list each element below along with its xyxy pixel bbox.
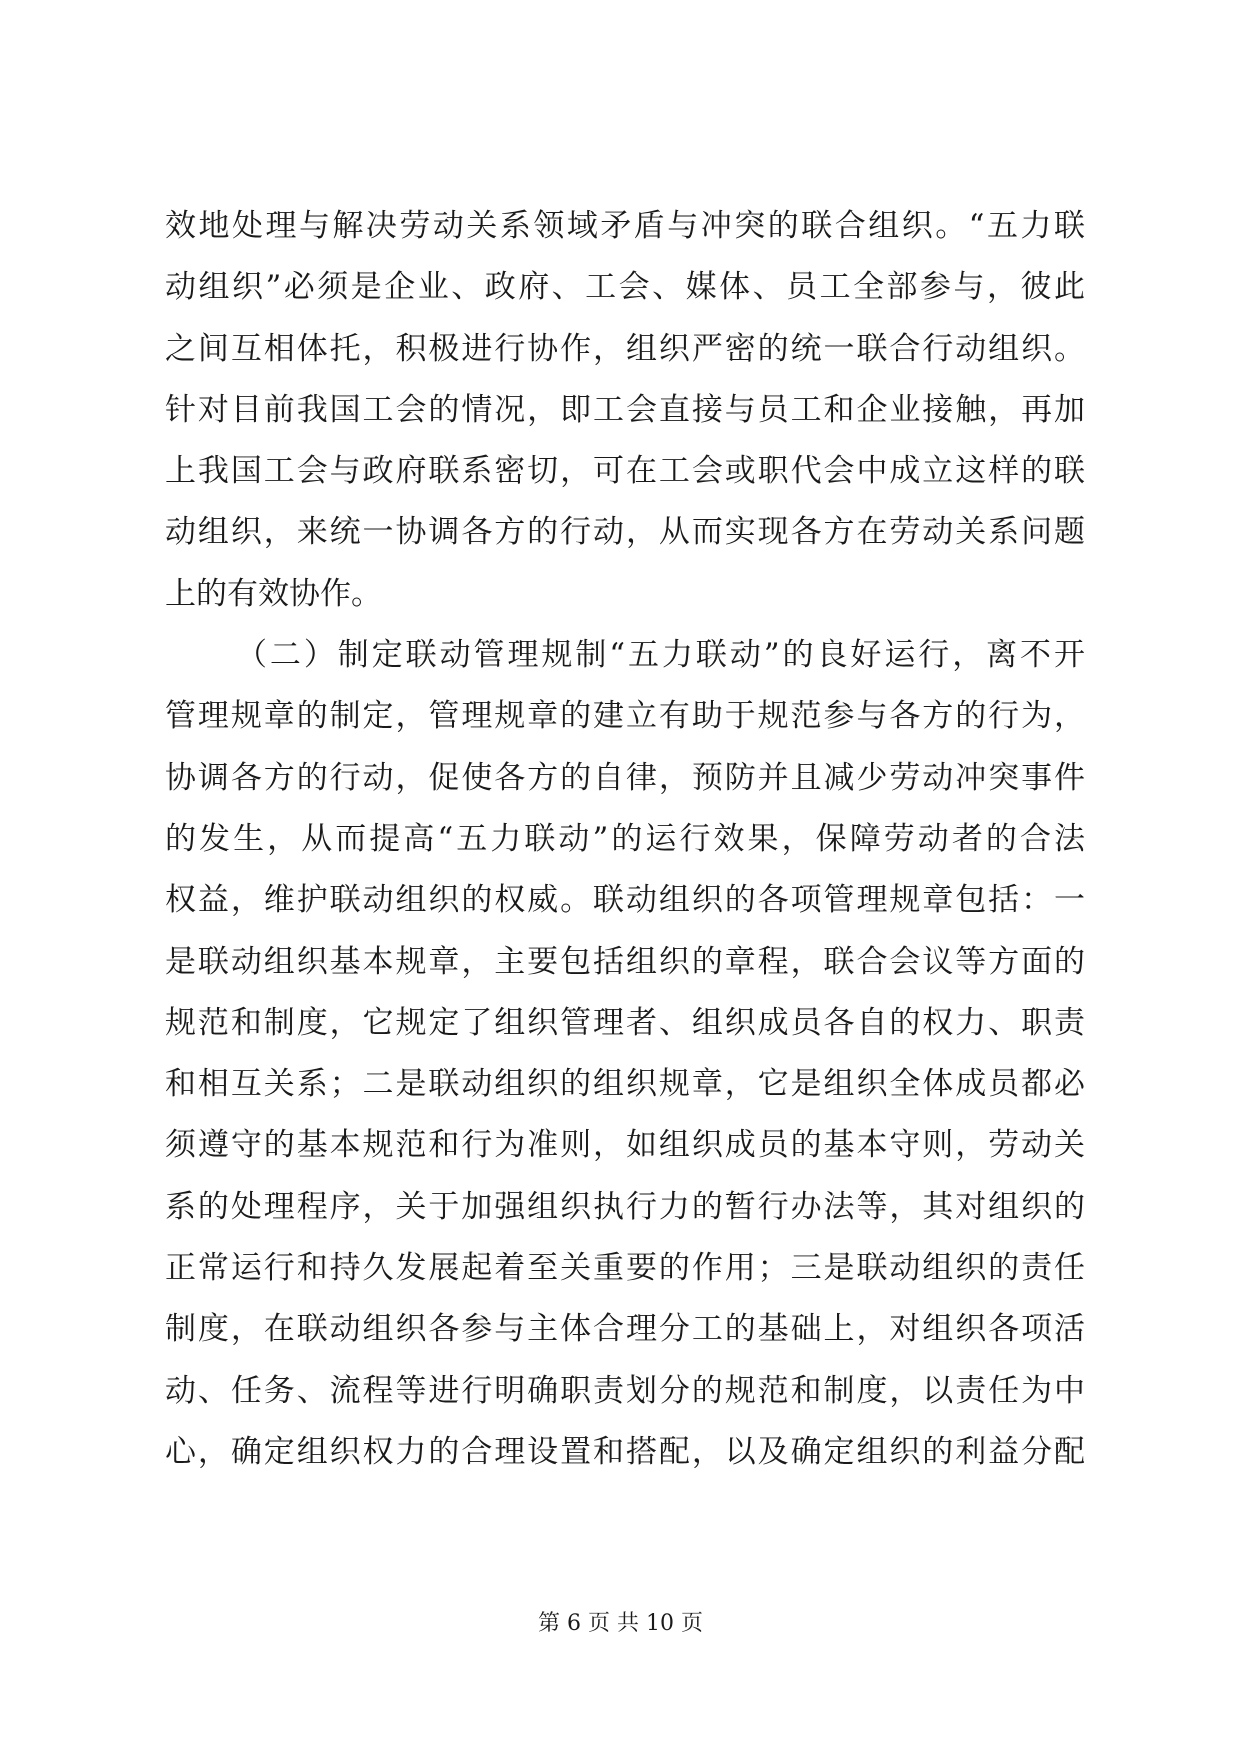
- text-line: 动组织”必须是企业、政府、工会、媒体、员工全部参与，彼此: [165, 269, 1085, 306]
- text-line: 动组织，来统一协调各方的行动，从而实现各方在劳动关系问题: [165, 514, 1085, 551]
- text-line: 制度，在联动组织各参与主体合理分工的基础上，对组织各项活: [165, 1311, 1085, 1348]
- text-line: （二）制定联动管理规制“五力联动”的良好运行，离不开: [236, 637, 1085, 674]
- text-line: 是联动组织基本规章，主要包括组织的章程，联合会议等方面的: [165, 943, 1085, 980]
- text-line: 针对目前我国工会的情况，即工会直接与员工和企业接触，再加: [165, 391, 1085, 428]
- text-line: 上的有效协作。: [165, 575, 382, 612]
- page-number-footer: 第 6 页 共 10 页: [538, 1611, 703, 1636]
- text-line: 上我国工会与政府联系密切，可在工会或职代会中成立这样的联: [165, 453, 1085, 490]
- text-line: 效地处理与解决劳动关系领域矛盾与冲突的联合组织。“五力联: [165, 208, 1085, 244]
- text-line: 的发生，从而提高“五力联动”的运行效果，保障劳动者的合法: [165, 820, 1085, 857]
- text-line: 之间互相体托，积极进行协作，组织严密的统一联合行动组织。: [165, 330, 1085, 367]
- text-line: 管理规章的制定，管理规章的建立有助于规范参与各方的行为，: [165, 698, 1085, 735]
- text-line: 心，确定组织权力的合理设置和搭配，以及确定组织的利益分配: [165, 1433, 1085, 1470]
- text-line: 动、任务、流程等进行明确职责划分的规范和制度，以责任为中: [165, 1372, 1085, 1409]
- text-line: 和相互关系；二是联动组织的组织规章，它是组织全体成员都必: [165, 1066, 1085, 1103]
- body-text: [165, 196, 1085, 1483]
- text-line: 协调各方的行动，促使各方的自律，预防并且减少劳动冲突事件: [165, 759, 1085, 796]
- text-line: 规范和制度，它规定了组织管理者、组织成员各自的权力、职责: [165, 1004, 1085, 1041]
- text-line: 权益，维护联动组织的权威。联动组织的各项管理规章包括：一: [165, 882, 1085, 919]
- text-line: 须遵守的基本规范和行为准则，如组织成员的基本守则，劳动关: [165, 1127, 1085, 1164]
- text-line: 系的处理程序，关于加强组织执行力的暂行办法等，其对组织的: [165, 1188, 1085, 1225]
- text-line: 正常运行和持久发展起着至关重要的作用；三是联动组织的责任: [165, 1250, 1085, 1287]
